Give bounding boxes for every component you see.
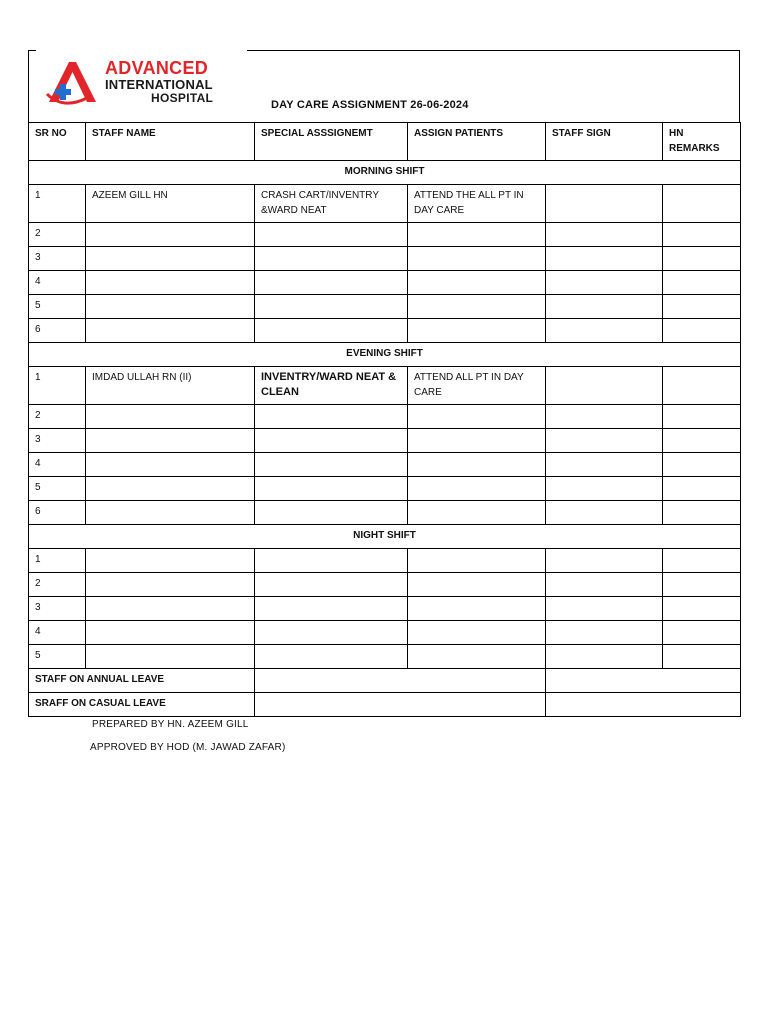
- morning-shift-title: MORNING SHIFT: [29, 161, 741, 185]
- table-cell: [663, 405, 741, 429]
- table-row: [29, 429, 741, 453]
- table-cell: [86, 573, 255, 597]
- table-cell: [546, 621, 663, 645]
- table-cell: [663, 429, 741, 453]
- night-shift-title: NIGHT SHIFT: [29, 525, 741, 549]
- table-cell: [255, 453, 408, 477]
- table-cell: 6: [29, 319, 86, 343]
- table-cell: [86, 549, 255, 573]
- table-cell: 4: [29, 621, 86, 645]
- table-cell: [546, 453, 663, 477]
- table-cell: ATTEND ALL PT IN DAY CARE: [408, 367, 546, 405]
- hospital-logo: [43, 58, 243, 108]
- column-header: STAFF SIGN: [546, 123, 663, 161]
- header-row: [29, 123, 741, 161]
- document-title: DAY CARE ASSIGNMENT 26-06-2024: [271, 99, 469, 111]
- table-cell: [663, 223, 741, 247]
- table-cell: 2: [29, 405, 86, 429]
- table-cell: [408, 645, 546, 669]
- table-cell: [663, 271, 741, 295]
- casual-leave-row: [29, 693, 741, 717]
- table-cell: [255, 645, 408, 669]
- table-cell: [663, 621, 741, 645]
- table-cell: [255, 477, 408, 501]
- table-cell: [546, 271, 663, 295]
- table-cell: [86, 295, 255, 319]
- table-cell: [86, 621, 255, 645]
- table-row: [29, 223, 741, 247]
- table-cell: [546, 429, 663, 453]
- table-cell: [86, 501, 255, 525]
- assignment-table: [28, 122, 741, 717]
- table-cell: 3: [29, 247, 86, 271]
- table-cell: [86, 597, 255, 621]
- table-cell: [86, 477, 255, 501]
- table-cell: [255, 405, 408, 429]
- annual-leave-extra-cell: [546, 669, 741, 693]
- table-cell: [86, 429, 255, 453]
- table-cell: INVENTRY/WARD NEAT & CLEAN: [255, 367, 408, 405]
- table-row: [29, 185, 741, 223]
- table-cell: [546, 319, 663, 343]
- table-cell: 4: [29, 271, 86, 295]
- table-cell: [255, 549, 408, 573]
- header-border-tick: [28, 50, 36, 51]
- table-cell: [408, 429, 546, 453]
- table-cell: [408, 405, 546, 429]
- logo-word-hospital: HOSPITAL: [151, 91, 214, 105]
- evening-shift-row: [29, 343, 741, 367]
- casual-leave-names-cell: [255, 693, 546, 717]
- table-cell: [255, 621, 408, 645]
- annual-leave-names-cell: [255, 669, 546, 693]
- header-border-top: [247, 50, 740, 51]
- approved-by: APPROVED BY HOD (M. JAWAD ZAFAR): [90, 742, 286, 753]
- table-cell: [255, 319, 408, 343]
- table-row: [29, 573, 741, 597]
- annual-leave-row: [29, 669, 741, 693]
- table-cell: [663, 573, 741, 597]
- table-row: [29, 247, 741, 271]
- morning-shift-row: [29, 161, 741, 185]
- table-cell: 2: [29, 573, 86, 597]
- column-header: ASSIGN PATIENTS: [408, 123, 546, 161]
- table-cell: [546, 405, 663, 429]
- column-header: STAFF NAME: [86, 123, 255, 161]
- evening-shift-title: EVENING SHIFT: [29, 343, 741, 367]
- table-cell: 1: [29, 549, 86, 573]
- table-cell: [255, 295, 408, 319]
- prepared-by: PREPARED BY HN. AZEEM GILL: [92, 719, 249, 730]
- table-cell: ATTEND THE ALL PT IN DAY CARE: [408, 185, 546, 223]
- table-cell: [255, 597, 408, 621]
- table-cell: 6: [29, 501, 86, 525]
- column-header: SR NO: [29, 123, 86, 161]
- table-cell: 1: [29, 367, 86, 405]
- table-cell: [86, 453, 255, 477]
- table-cell: [255, 501, 408, 525]
- table-row: [29, 319, 741, 343]
- table-cell: 3: [29, 597, 86, 621]
- table-row: [29, 271, 741, 295]
- table-cell: [408, 453, 546, 477]
- table-cell: [86, 271, 255, 295]
- table-cell: IMDAD ULLAH RN (II): [86, 367, 255, 405]
- table-cell: [663, 477, 741, 501]
- table-cell: [408, 271, 546, 295]
- table-cell: 5: [29, 477, 86, 501]
- table-cell: [408, 573, 546, 597]
- table-cell: [663, 185, 741, 223]
- logo-word-international: INTERNATIONAL: [105, 77, 213, 92]
- table-row: [29, 645, 741, 669]
- table-cell: [408, 501, 546, 525]
- night-shift-row: [29, 525, 741, 549]
- table-cell: [663, 367, 741, 405]
- table-row: [29, 367, 741, 405]
- table-cell: [86, 405, 255, 429]
- sheet-header: [28, 50, 740, 122]
- casual-leave-label: SRAFF ON CASUAL LEAVE: [29, 693, 255, 717]
- table-cell: 1: [29, 185, 86, 223]
- table-cell: [546, 223, 663, 247]
- table-cell: [663, 295, 741, 319]
- table-cell: 2: [29, 223, 86, 247]
- table-cell: [86, 645, 255, 669]
- table-cell: [408, 549, 546, 573]
- table-cell: [408, 477, 546, 501]
- casual-leave-extra-cell: [546, 693, 741, 717]
- table-cell: 5: [29, 295, 86, 319]
- table-cell: 3: [29, 429, 86, 453]
- table-cell: [546, 185, 663, 223]
- table-row: [29, 501, 741, 525]
- table-cell: [663, 597, 741, 621]
- annual-leave-label: STAFF ON ANNUAL LEAVE: [29, 669, 255, 693]
- table-cell: [546, 477, 663, 501]
- table-row: [29, 405, 741, 429]
- table-row: [29, 295, 741, 319]
- hospital-logo-icon: [43, 58, 103, 108]
- table-cell: [255, 429, 408, 453]
- table-cell: 4: [29, 453, 86, 477]
- logo-word-advanced: ADVANCED: [105, 58, 209, 78]
- table-cell: [663, 319, 741, 343]
- table-cell: [546, 247, 663, 271]
- table-cell: [546, 501, 663, 525]
- table-cell: [408, 247, 546, 271]
- table-cell: [255, 247, 408, 271]
- table-cell: [255, 573, 408, 597]
- column-header: HN REMARKS: [663, 123, 741, 161]
- table-cell: [546, 295, 663, 319]
- table-cell: AZEEM GILL HN: [86, 185, 255, 223]
- table-cell: [546, 367, 663, 405]
- table-cell: [546, 573, 663, 597]
- table-cell: [663, 247, 741, 271]
- table-cell: [663, 549, 741, 573]
- table-cell: CRASH CART/INVENTRY &WARD NEAT: [255, 185, 408, 223]
- table-cell: [86, 223, 255, 247]
- table-cell: [408, 319, 546, 343]
- table-row: [29, 621, 741, 645]
- table-cell: [255, 223, 408, 247]
- table-cell: [546, 597, 663, 621]
- table-cell: [663, 453, 741, 477]
- table-row: [29, 453, 741, 477]
- table-row: [29, 597, 741, 621]
- table-cell: [86, 247, 255, 271]
- table-cell: [546, 645, 663, 669]
- table-cell: 5: [29, 645, 86, 669]
- table-cell: [663, 501, 741, 525]
- table-cell: [408, 621, 546, 645]
- table-row: [29, 477, 741, 501]
- table-cell: [255, 271, 408, 295]
- table-cell: [408, 295, 546, 319]
- column-header: SPECIAL ASSSIGNEMT: [255, 123, 408, 161]
- table-cell: [86, 319, 255, 343]
- assignment-sheet: [28, 50, 740, 753]
- table-cell: [408, 597, 546, 621]
- table-cell: [408, 223, 546, 247]
- table-row: [29, 549, 741, 573]
- table-cell: [663, 645, 741, 669]
- table-cell: [546, 549, 663, 573]
